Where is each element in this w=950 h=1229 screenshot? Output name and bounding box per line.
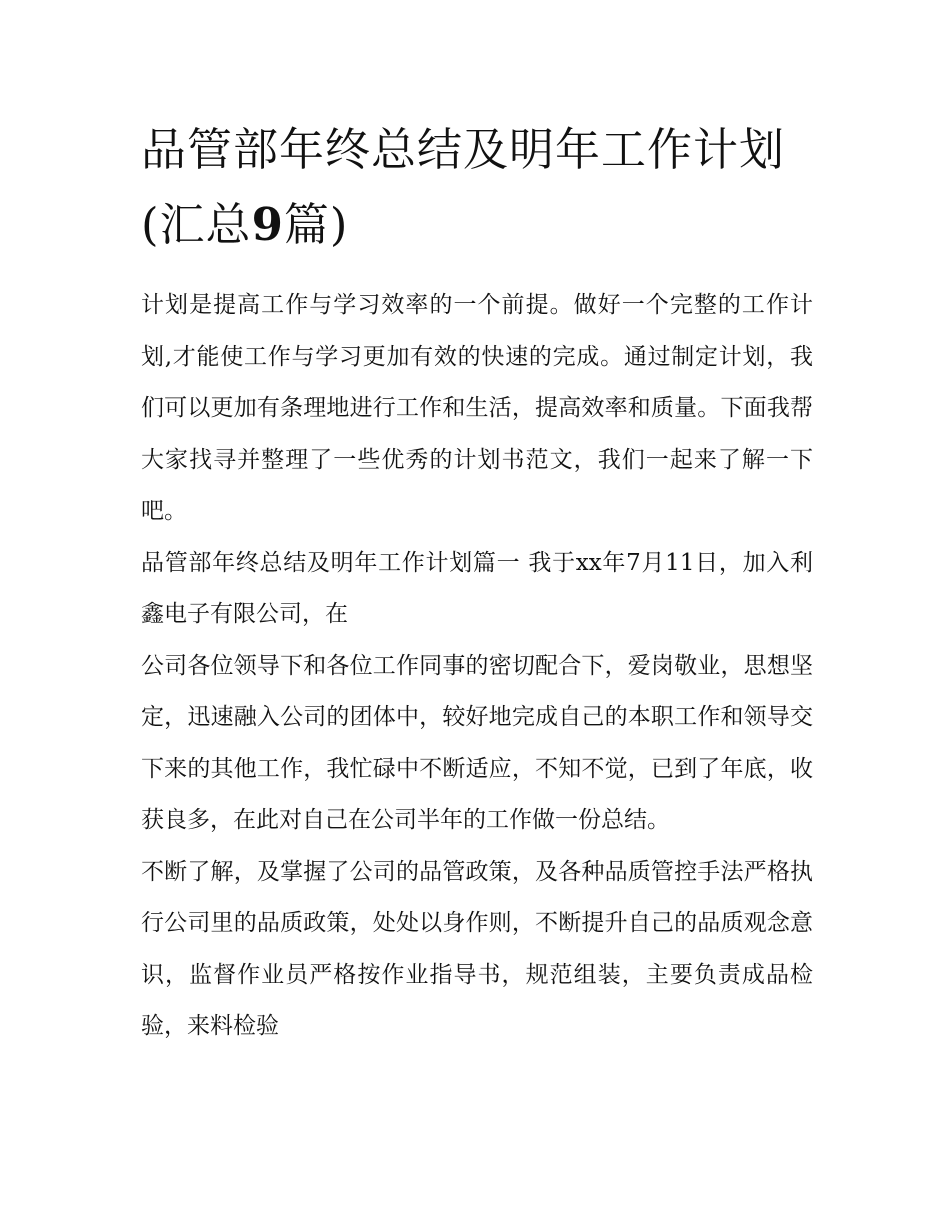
body-paragraph: 公司各位领导下和各位工作同事的密切配合下，爱岗敬业，思想坚定，迅速融入公司的团体中，较好地完成自己的本职工作和领导交下来的其他工作，我忙碌中不断适应，不知不觉，已到了年底，收获良多，在此对自己在公司半年的工作做一份总结。 bbox=[141, 652, 813, 833]
intro-paragraph: 计划是提高工作与学习效率的一个前提。做好一个完整的工作计划,才能使工作与学习更加有效的快速的完成。通过制定计划，我们可以更加有条理地进行工作和生活，提高效率和质量。下面我帮大家找寻并整理了一些优秀的计划书范文，我们一起来了解一下吧。 bbox=[141, 292, 813, 524]
body-paragraph: 不断了解，及掌握了公司的品管政策，及各种品质管控手法严格执行公司里的品质政策，处处以身作则，不断提升自己的品质观念意识，监督作业员严格按作业指导书，规范组装，主要负责成品检验，来料检验 bbox=[141, 858, 813, 1039]
title-text-end: 篇) bbox=[283, 198, 349, 251]
section-heading-paragraph: 品管部年终总结及明年工作计划篇一 我于xx年7月11日，加入利鑫电子有限公司，在 bbox=[141, 549, 813, 627]
title-text: 品管部年终总结及明年工作计划(汇总 bbox=[141, 123, 786, 251]
title-number: 9 bbox=[251, 198, 284, 251]
document-title bbox=[141, 112, 813, 262]
document-body bbox=[141, 112, 813, 1053]
